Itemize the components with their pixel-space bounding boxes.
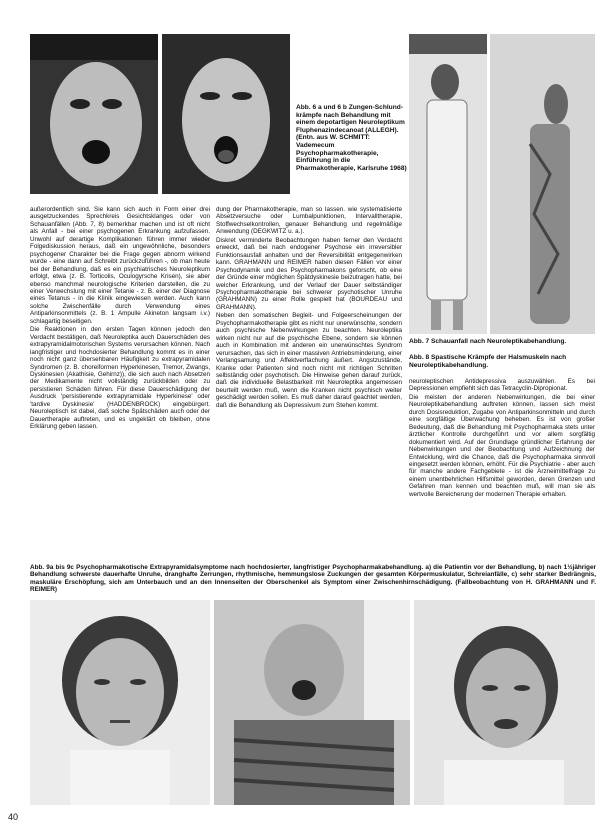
patient-exhaustion-image — [414, 600, 595, 805]
photo-fig6a — [30, 34, 158, 194]
paragraph: Neben den somatischen Begleit- und Folgeerscheinungen der Psychopharmakotherapie gibt es nicht nur unerwünschte, sondern auch psychische Nebenwirkungen zu beachten. Neuroleptika wirken nicht nur auf die psychische Ebene, sondern sie können auch in Kombination mit anderen ein unerwünschtes Syndrom verursachen, das sich in einer massiven Antriebsminderung, einer Verlangsamung und Affektverflachung äußert. Angstzustände, Kranke oder Patienten sind noch nicht mit richtigen Schritten selbständig oder psychotisch. Die Hinweise gehen darauf zurück, daß die individuelle Belastbarkeit mit Neuroleptika angemessen beurteilt werden muß, wenn die Kranken nicht psychisch weiter geschädigt werden sollen. Es muß daher darauf geachtet werden, daß die Behandlung als Depressivum zum Stehen kommt. — [216, 312, 402, 409]
face-image — [162, 34, 290, 194]
photo-fig8 — [490, 34, 595, 334]
paragraph: Diskret verminderte Beobachtungen haben ferner den Verdacht erweckt, daß bei nach endogener Psychose ein irreversibler Funktionsausfall anhalten und der Reversibilität entgegenwirken kann. GRAHMANN und REIMER haben diesen Fällen vor einer Psychodynamik und des Psychopharmakons geforscht, ob eine der Gründe einer möglichen Spätdyskinesie beizutragen hatte, bei welcher Erkrankung, und der Verlauf der Dauer selbständiger Psychopharmakotherapie bei schwerer psychotischer Unruhe (GRAHMANN) zu einer Rolle gespielt hat (BOURDEAU und GRAHMANN). — [216, 236, 402, 311]
caption-fig9: Abb. 9a bis 9c Psychopharmakotische Extrapyramidalsymptome nach hochdosierter, langfristiger Psychopharmakabehandlung. a) die Patientin vor der Behandlung, b) nach 1½jähriger Behandlung schwerste dauerhafte Unruhe, dranghafte Zerrungen, rhythmische, hemmungslose Zuckungen der gesamten Körpermuskulatur, Schreianfälle, c) sehr starker Bedrängnis, maskuläre Erschöpfung, sich am Unterbauch und an den Innenseiten der Oberschenkel als Symptom einer Zwischenhirnschädigung. (Fallbeobachtung von H. GRAHMANN und F. REIMER) — [30, 564, 596, 594]
photo-fig7 — [409, 34, 487, 334]
face-image — [30, 34, 158, 194]
paragraph: Die Reaktionen in den ersten Tagen können jedoch den Verdacht bestätigen, daß Neuroleptika auch Dauerschäden des extrapyramidalmotorischen Systems verursachen können. Nach langfristiger und hochdosierter Behandlung kommt es in einer noch nicht ganz übersehbaren Häufigkeit zu extrapyramidalen Syndromen (z. B. choreiformen Hyperkinesen, Tremor, Zwangs, Dyskinesien (Akathisie, Gehirnz)), die sich auch nach Absetzen der Medikamente nicht vollständig zurückbilden oder zu persistieren Schäden führen. Für diese Dauerschädigung der Ausdruck 'persistierende extrapyramidale Hyperkinese' oder 'tardive Dyskinesie' (HADDENBROCK) eingebürgert. Neuroleptisch ist dabei, daß solche Spätschäden auch oder der Dauertherapie auftreten, und es ungeklärt ob bleiben, ohne Erklärung geben lassen. — [30, 326, 210, 431]
paragraph: außerordentlich sind. Sie kann sich auch in Form einer drei ausgetzuckendes Sprechkreis Gesichtsklanges oder von Schauanfällen (Abb. 7, 8) bemerkbar machen und ist oft nicht als Anfall - bei einer psychogenen Erkrankung aufzufassen. Unwohl auf derartige Komplikationen führen immer wieder Folgediskussion heraus, daß ein ungewöhnliche, besonders psychogener Charakter bei die Frage gegen abnorm wirkend wurde - eine dann auf Schreibt zurückzuführen -, ob man heute bei der Behandlung, daß es ein psychiatrisches Neuroleptikum erfolgt, etwa (z. B. Torticolis, Oculogyrsche Krisen), sie aber ebenso manchmal neurologische Kriterien darstellen, die zu einer Verwechslung mit einer Tetanie - z. B. einer der Diagnose eines Tetanus - in die Klinik eingewiesen werden. Auch kann solche Zwischenfälle durch Verwendung eines Antiparkinsonmittels (z. B. 1 Ampulle Akineton langsam i.v.) schlagartig beseitigen. — [30, 206, 210, 325]
patient-standing-image — [409, 34, 487, 334]
patient-before-treatment-image — [30, 600, 210, 805]
photo-fig9c — [414, 600, 595, 805]
paragraph: dung der Pharmakotherapie, man so lassen. wie systematisierte Absetzversuche oder Lumbalpunktionen, Intervalltherapie, Stoffwechselkontrollen, genauer Behandlung und regelmäßige Anwendung (DEGKWITZ u. a.). — [216, 206, 402, 236]
paragraph: neuroleptischen Antidepressiva auszuwählen. Es bei Depressionen empfiehlt sich das Tetracyclin-Dipropionat. — [409, 378, 595, 393]
text-column-1 — [30, 206, 210, 558]
patient-after-treatment-image — [214, 600, 410, 805]
caption-fig8: Abb. 8 Spastische Krämpfe der Halsmuskeln nach Neuroleptikabehandlung. — [409, 354, 567, 369]
caption-fig6: Abb. 6 a und 6 b Zungen-Schlund-krämpfe nach Behandlung mit einem depotartigen Neuroleptikum Fluphenazindecanoat (ALLEGH). (Entn. aus W. SCHMITT: Vademecum Psychopharmakotherapie, Einführung in die Pharmakotherapie, Karlsruhe 1968) — [296, 104, 407, 172]
photo-fig9b — [214, 600, 410, 805]
patient-neck-spasm-image — [490, 34, 595, 334]
page-number: 40 — [8, 812, 19, 822]
paragraph: Die meisten der anderen Nebenwirkungen, die bei einer Neuroleptikabehandlung auftreten können, lassen sich meist durch Dosisreduktion, Zugabe von Antiparkinsonmitteln und durch eine sorgfältige Überwachung beheben. Es ist von großer Bedeutung, daß die Behandlung mit Psychopharmaka stets unter ärztlicher Kontrolle durchgeführt und vor allem sorgfältig dokumentiert wird. Auf der Grundlage gründlicher Erfahrung der Nebenwirkungen und der Beobachtung und Aufzeichnung der Entwicklung, wird die Chance, daß die Psychopharmaka sinnvoll eingesetzt werden können, erhöht. Für die Psychiatrie - aber auch für manche andere Fachgebiete - ist die Arzneimittelfrage zu einem unentbehrlichen Hilfsmittel geworden, deren Grenzen und Gefahren man kennen und beachten muß, will man sie als wertvolle Bereicherung der modernen Therapie erhalten. — [409, 393, 595, 498]
text-column-3 — [409, 378, 595, 558]
photo-fig9a — [30, 600, 210, 805]
photo-fig6b — [162, 34, 290, 194]
text-column-2 — [216, 206, 402, 558]
caption-fig7: Abb. 7 Schauanfall nach Neuroleptikabehandlung. — [409, 338, 567, 345]
